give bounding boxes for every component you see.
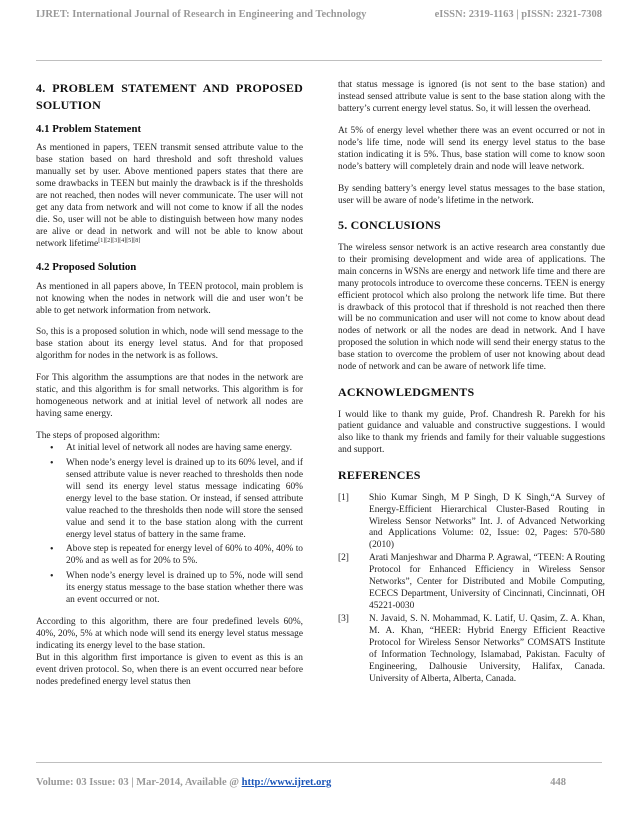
acknowledgments-heading: ACKNOWLEDGMENTS — [338, 385, 475, 400]
proposed-solution-paragraph-3: For This algorithm the assumptions are that nodes in the network are static, and this algorithm is for small networks. This algorithm is for homogeneous network and at initial level of network all nodes are having same energy. — [36, 373, 303, 420]
reference-item — [338, 553, 605, 613]
proposed-solution-paragraph-1: As mentioned in all papers above, In TEEN protocol, main problem is not knowing when the nodes in network will die and user won’t be able to get network information from network. — [36, 281, 303, 316]
section-4-1-heading: 4.1 Problem Statement — [36, 122, 142, 135]
left-column — [36, 80, 303, 689]
event-priority-paragraph: But in this algorithm first importance is given to event as this is an event driven protocol. So, when there is an event occurred near before nodes predefined energy level status then — [36, 652, 303, 687]
reference-number: [1] — [338, 492, 349, 503]
volume-info: Volume: 03 Issue: 03 | Mar-2014, Available @ — [36, 777, 242, 788]
footer-divider — [36, 762, 602, 763]
reference-text: N. Javaid, S. N. Mohammad, K. Latif, U. Qasim, Z. A. Khan, M. A. Khan, “HEER: Hybrid Energy Efficient Reactive Protocol for Wireless Sensor Networks” COMSATS Institute of Information Technology, Islamabad, Pakistan. Faculty of Engineering, Dalhousie University, Halifax, Canada. University of Alberta, Alberta, Canada. — [369, 614, 605, 684]
references-heading: REFERENCES — [338, 468, 421, 483]
problem-statement-paragraph — [36, 143, 303, 250]
battery-status-paragraph: By sending battery’s energy level status messages to the base station, user will be aware of node’s lifetime in the network. — [338, 183, 605, 206]
algorithm-steps-list — [36, 443, 303, 607]
five-percent-paragraph: At 5% of energy level whether there was an event occurred or not in node’s life time, node will send its energy level status to the base station indicating it is 5%. Thus, base station will come to know soon node’s battery will completely drain and node will leave network. — [338, 125, 605, 172]
algorithm-levels-paragraph: According to this algorithm, there are four predefined levels 60%, 40%, 20%, 5% at which node will send its energy level status message indicating its energy level to the base station. — [36, 617, 303, 651]
problem-statement-text: As mentioned in papers, TEEN transmit sensed attribute value to the base station based on hard threshold and soft threshold values manually set by user. Above mentioned papers states that there are some drawbacks in TEEN but mainly the drawback is if the thresholds are not reached, then nodes will never communicate. The user will not get any data from network and will not come to know if all the nodes die. So, user will not be able to distinguish between how many nodes are alive or dead in network and will not be able to know about network lifetime — [36, 143, 303, 249]
section-5-heading: 5. CONCLUSIONS — [338, 218, 441, 233]
reference-item — [338, 493, 605, 553]
right-column — [338, 80, 605, 687]
journal-title: IJRET: International Journal of Research in Engineering and Technology — [36, 9, 367, 20]
reference-text: Shio Kumar Singh, M P Singh, D K Singh,“A Survey of Energy-Efficient Hierarchical Cluster-Based Routing in Wireless Sensor Networks” Int. J. of Advanced Networking and Applications Volume: 02, Issue: 02, Pages: 570-580 (2010) — [369, 492, 605, 551]
list-item: • When node’s energy level is drained up to 5%, node will send its energy status message to the base station whether there was an event occurred or not. — [66, 571, 303, 607]
list-item: • Above step is repeated for energy level of 60% to 40%, 40% to 20% and as well as for 20% to 5%. — [66, 544, 303, 568]
list-item: • When node’s energy level is drained up to its 60% level, and if sensed attribute value is never reached to thresholds then node will send its energy level status message indicating 60% energy level to the base station. Or instead, if sensed attribute value reached to the thresholds then node will store the sensed value and send it to the base station along with the current energy level status of battery in the same frame. — [66, 458, 303, 542]
list-item: • At initial level of network all nodes are having same energy. — [66, 443, 303, 455]
section-4-heading: 4. PROBLEM STATEMENT AND PROPOSED SOLUTION — [36, 81, 303, 113]
reference-item — [338, 614, 605, 686]
reference-text: Arati Manjeshwar and Dharma P. Agrawal, “TEEN: A Routing Protocol for Enhanced Efficiency in Wireless Sensor Networks”, Center for Distributed and Mobile Computing, ECECS Department, University of Cincinnati, Cincinnati, OH 45221-0030 — [369, 553, 605, 612]
reference-number: [2] — [338, 553, 349, 564]
citation-marks: [1][2][3][4][5][8] — [98, 237, 141, 244]
section-4-2-heading: 4.2 Proposed Solution — [36, 260, 137, 273]
proposed-solution-paragraph-2: So, this is a proposed solution in which, node will send message to the base station about its energy level status. And for that proposed algorithm for nodes in the network is as follows. — [36, 327, 303, 362]
references-list — [338, 493, 605, 686]
algorithm-steps-intro: The steps of proposed algorithm: — [36, 431, 160, 441]
page-number: 448 — [550, 777, 566, 788]
header-divider — [36, 60, 602, 61]
continued-paragraph: that status message is ignored (is not sent to the base station) and instead sensed attribute value is sent to the base station along with the battery’s current energy level status. So, it will lessen the overhead. — [338, 80, 605, 114]
issn-info: eISSN: 2319-1163 | pISSN: 2321-7308 — [434, 9, 602, 20]
acknowledgments-paragraph: I would like to thank my guide, Prof. Chandresh R. Parekh for his patient guidance and valuable and constructive suggestions. I would also like to thank my friends and family for their valuable suggestions and support. — [338, 409, 605, 456]
reference-number: [3] — [338, 614, 349, 625]
journal-website-link[interactable]: http://www.ijret.org — [241, 777, 332, 788]
footer-volume — [36, 777, 331, 788]
conclusions-paragraph: The wireless sensor network is an active research area constantly due to their promising development and wide area of applications. The main concerns in WSNs are energy and network life time and there are many protocols introduce to overcome these concerns. TEEN is energy efficient protocol which also prolong the network life time. But there is drawback of this protocol that if threshold is not reached then there will be no communication and user will not come to know about dead nodes of network or all the nodes are dead in network. And I have proposed the solution in which node will send their energy status to the base station to overcome the problem of user not knowing about dead node of network and can be aware of network life time. — [338, 242, 605, 373]
